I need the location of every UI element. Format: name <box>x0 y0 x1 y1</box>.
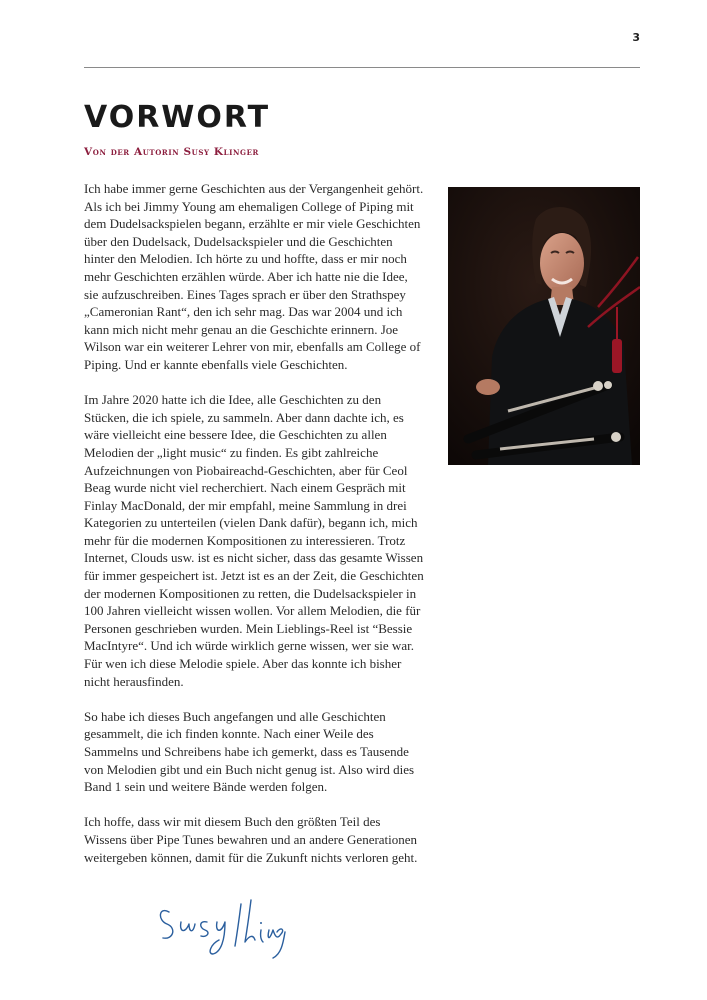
page-number: 3 <box>632 31 640 44</box>
paragraph-1: Ich habe immer gerne Geschichten aus der Vergangenheit gehört. Als ich bei Jimmy Young am ehemaligen College of Piping mit dem Dudelsackspielen begann, erzählte er mir viele Geschichten über den Dudelsack, Dudelsackspieler und die Geschichten hinter den Melodien. Ich hörte zu und hoffte, dass er mir noch mehr Geschichten erzählen würde. Aber ich hatte nie die Idee, sie aufzuschreiben. Eines Tages sprach er über den Strathspey „Cameronian Rant“, den ich sehr mag. Das war 2004 und ich kann mich nicht mehr genau an die Geschichte erinnern. Joe Wilson war ein weiterer Lehrer von mir, ebenfalls am College of Piping. Und er kannte ebenfalls viele Geschichten. <box>84 181 424 372</box>
page-title: VORWORT <box>84 100 271 135</box>
body-text <box>84 180 424 884</box>
author-photo <box>448 187 640 465</box>
author-signature <box>155 890 295 970</box>
paragraph-2: Im Jahre 2020 hatte ich die Idee, alle Geschichten zu den Stücken, die ich spiele, zu sammeln. Aber dann dachte ich, es wäre vielleicht eine bessere Idee, die Geschichten zu allen Melodien der „light music“ zu finden. Es gibt zahlreiche Aufzeichnungen von Piobaireachd-Geschichten, aber für Ceol Beag wurde nicht viel recherchiert. Nach einem Gespräch mit Finlay MacDonald, der mir empfahl, meine Sammlung in drei Kategorien zu unterteilen (vielen Dank dafür), begann ich, mich mehr für die modernen Kompositionen zu interessieren. Trotz Internet, Clouds usw. ist es nicht sicher, dass das gesamte Wissen für immer gespeichert ist. Jetzt ist es an der Zeit, die Geschichten der modernen Kompositionen zu retten, die Dudelsackspieler in 100 Jahren vielleicht wissen wollen. Vor allem Melodien, die für Personen geschrieben wurden. Mein Lieblings-Reel ist “Bessie MacIntyre“. Und ich würde wirklich gerne wissen, wer sie war. Für wen ich diese Melodie spiele. Aber das konnte ich bisher nicht herausfinden. <box>84 392 424 689</box>
page-subtitle: Von der Autorin Susy Klinger <box>84 146 259 158</box>
paragraph-3: So habe ich dieses Buch angefangen und alle Geschichten gesammelt, die ich finden konnte. Nach einer Weile des Sammelns und Schreibens habe ich gemerkt, dass es Tausende von Melodien gibt und ein Buch nicht genug ist. Also wird dies Band 1 sein und weitere Bände werden folgen. <box>84 708 415 795</box>
header-rule <box>84 67 640 68</box>
paragraph-4: Ich hoffe, dass wir mit diesem Buch den größten Teil des Wissens über Pipe Tunes bewahren und an andere Generationen weitergeben können, damit für die Zukunft nichts verloren geht. <box>84 814 418 865</box>
